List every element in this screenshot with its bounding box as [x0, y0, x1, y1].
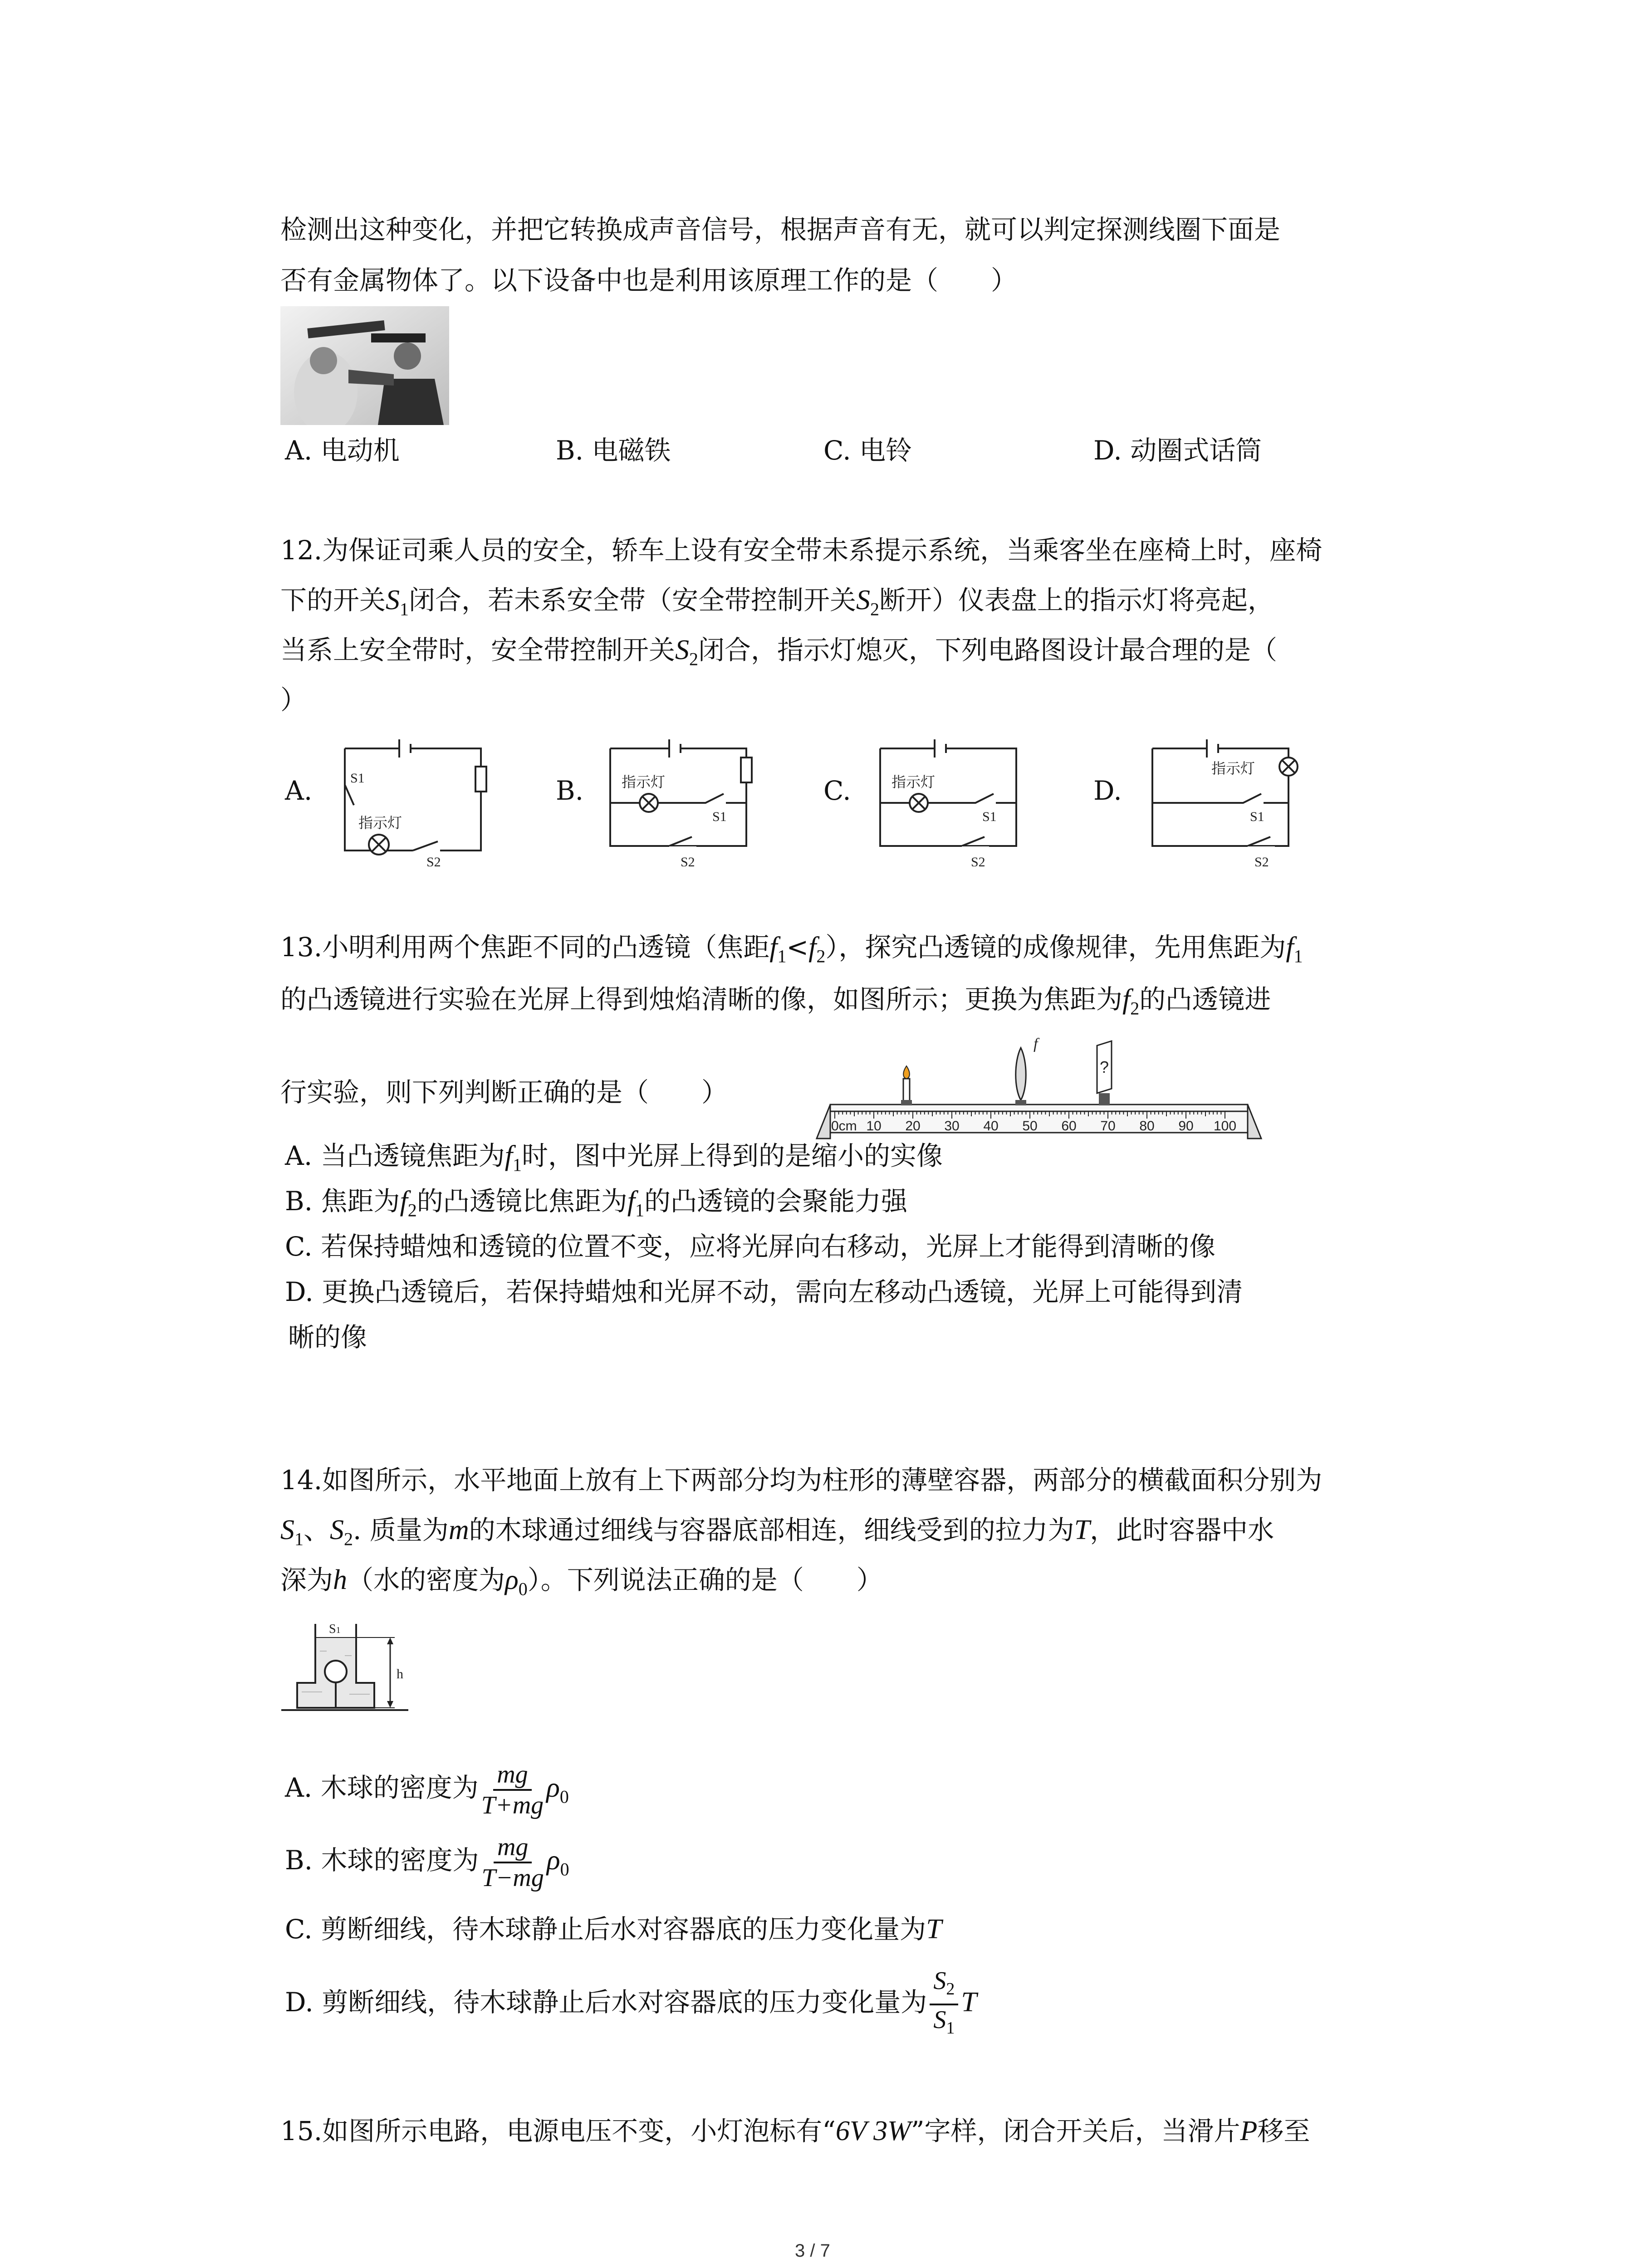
- label-h: h: [397, 1667, 403, 1681]
- svg-text:指示灯: 指示灯: [622, 773, 666, 791]
- q12-option-b[interactable]: B.: [556, 775, 584, 806]
- question-number: 12.: [280, 535, 323, 566]
- svg-text:S1: S1: [712, 809, 727, 824]
- q12-text-line-1: 12.为保证司乘人员的安全，轿车上设有安全带未系提示系统，当乘客坐在座椅上时，座椅: [280, 533, 1322, 567]
- lamp-label: 指示灯: [358, 814, 402, 831]
- ruler-tick-label: 60: [1061, 1119, 1077, 1134]
- q12-text-line-2: 下的开关$S_1$闭合，若未系安全带（安全带控制开关$S_2$断开）仪表盘上的指示灯将亮起，: [280, 585, 1274, 620]
- lens-focal-label: f: [1034, 1036, 1038, 1052]
- q11-option-c[interactable]: C. 电铃: [823, 435, 912, 466]
- question-number: 14.: [280, 1465, 323, 1496]
- q13-text-line-3: 行实验，则下列判断正确的是（ ）: [280, 1077, 728, 1108]
- ruler-tick-label: 0cm: [831, 1119, 857, 1134]
- svg-text:S1: S1: [982, 809, 997, 824]
- q11-text-line-1: 检测出这种变化，并把它转换成声音信号，根据声音有无，就可以判定探测线圈下面是: [280, 214, 1281, 245]
- q11-option-b[interactable]: B. 电磁铁: [556, 435, 671, 466]
- candle: [903, 1079, 910, 1101]
- svg-text:S2: S2: [681, 855, 695, 866]
- question-number: 13.: [280, 932, 323, 963]
- q11-option-a[interactable]: A. 电动机: [285, 435, 400, 466]
- ruler-tick-label: 10: [866, 1119, 882, 1134]
- q13-text-line-1: 13.小明利用两个焦距不同的凸透镜（焦距$f_1<f_2$），探究凸透镜的成像规律，先用焦距为$f_1$: [280, 930, 1303, 973]
- q12-text-line-3: 当系上安全带时，安全带控制开关$S_2$闭合，指示灯熄灭，下列电路图设计最合理的是（: [280, 635, 1278, 670]
- q12-circuit-a: [331, 730, 495, 866]
- optical-bench-figure: [812, 1030, 1275, 1148]
- q11-option-d[interactable]: D. 动圈式话筒: [1093, 435, 1262, 466]
- page-number: 3 / 7: [795, 2241, 830, 2261]
- svg-text:S2: S2: [1254, 855, 1269, 866]
- ruler-tick-label: 50: [1022, 1119, 1038, 1134]
- ruler-tick-label: 100: [1213, 1119, 1237, 1134]
- candle-flame: [903, 1066, 910, 1079]
- ruler-tick-label: 30: [944, 1119, 960, 1134]
- q14-option-a[interactable]: A. 木球的密度为 $\frac{mg}{T+mg}$ $\rho_0$: [285, 1760, 569, 1819]
- q12-option-d[interactable]: D.: [1093, 775, 1122, 806]
- q14-text-line-1: 14.如图所示，水平地面上放有上下两部分均为柱形的薄壁容器，两部分的横截面积分别为: [280, 1463, 1322, 1497]
- q13-option-d-line-1[interactable]: D. 更换凸透镜后，若保持蜡烛和光屏不动，需向左移动凸透镜，光屏上可能得到清: [285, 1276, 1243, 1307]
- q12-circuit-d: [1143, 730, 1316, 866]
- q15-text-line-1: 15.如图所示电路，电源电压不变，小灯泡标有“6V 3W”字样，闭合开关后，当滑片P移至: [280, 2114, 1310, 2148]
- switch-s2-label: S2: [426, 855, 441, 866]
- svg-text:指示灯: 指示灯: [892, 773, 936, 791]
- svg-text:S2: S2: [971, 855, 985, 866]
- svg-text:指示灯: 指示灯: [1211, 760, 1255, 777]
- q14-option-c[interactable]: C. 剪断细线，待木球静止后水对容器底的压力变化量为T: [285, 1914, 942, 1945]
- q13-option-a[interactable]: A. 当凸透镜焦距为$f_1$时，图中光屏上得到的是缩小的实像: [285, 1140, 943, 1175]
- q12-option-a[interactable]: A.: [285, 775, 313, 806]
- q13-text-line-2: 的凸透镜进行实验在光屏上得到烛焰清晰的像，如图所示；更换为焦距为$f_2$的凸透镜进: [280, 984, 1271, 1019]
- switch-s1-label: S1: [350, 771, 365, 786]
- metal-detector-photo: [280, 306, 449, 425]
- ruler-tick-label: 90: [1178, 1119, 1194, 1134]
- q14-text-line-3: 深为h（水的密度为$\rho_0$）。下列说法正确的是（ ）: [280, 1564, 883, 1599]
- q12-circuit-b: [601, 730, 764, 866]
- ruler-tick-label: 40: [983, 1119, 999, 1134]
- q13-option-b[interactable]: B. 焦距为$f_2$的凸透镜比焦距为$f_1$的凸透镜的会聚能力强: [285, 1186, 907, 1221]
- question-number: 15.: [280, 2116, 323, 2146]
- ruler-tick-label: 70: [1100, 1119, 1116, 1134]
- q14-container-figure: [277, 1615, 422, 1733]
- q12-circuit-c: [871, 730, 1025, 866]
- q13-option-c[interactable]: C. 若保持蜡烛和透镜的位置不变，应将光屏向右移动，光屏上才能得到清晰的像: [285, 1231, 1216, 1262]
- q14-option-d[interactable]: D. 剪断细线，待木球静止后水对容器底的压力变化量为 $\frac{S_2}{S_1}$ T: [285, 1967, 977, 2038]
- q13-option-d-line-2: 晰的像: [288, 1322, 367, 1353]
- q12-option-c[interactable]: C.: [823, 775, 851, 806]
- screen-question-mark: ?: [1100, 1058, 1109, 1076]
- q12-text-line-4: ）: [280, 684, 307, 715]
- ruler-tick-label: 80: [1139, 1119, 1155, 1134]
- svg-text:S1: S1: [1250, 809, 1264, 824]
- q14-text-line-2: $S_1$、$S_2$. 质量为m的木球通过细线与容器底部相连，细线受到的拉力为T，此时容器中水: [280, 1515, 1274, 1549]
- q11-text-line-2: 否有金属物体了。以下设备中也是利用该原理工作的是（ ）: [280, 265, 1018, 296]
- ruler-tick-label: 20: [905, 1119, 921, 1134]
- q14-option-b[interactable]: B. 木球的密度为 $\frac{mg}{T-mg}$ $\rho_0$: [285, 1833, 569, 1892]
- label-s1: S1: [329, 1622, 341, 1636]
- convex-lens: [1016, 1048, 1026, 1100]
